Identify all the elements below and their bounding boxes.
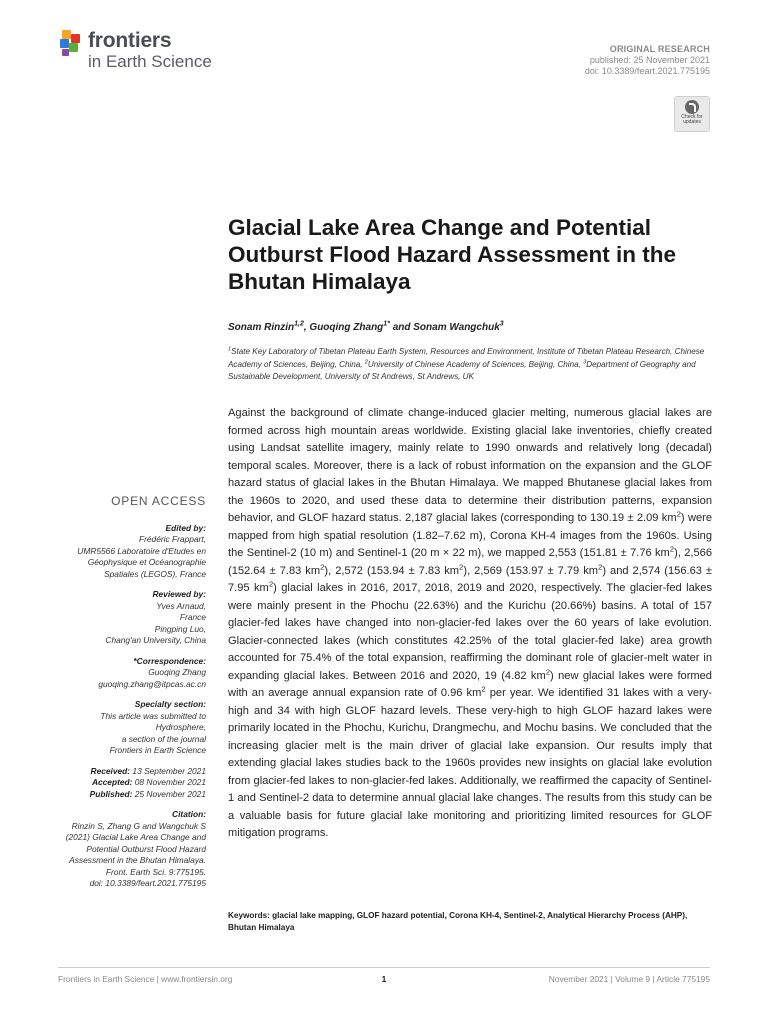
correspondence-email[interactable]: guoqing.zhang@itpcas.ac.cn [98,678,206,689]
published-date: published: 25 November 2021 [589,55,710,65]
journal-name: in Earth Science [88,52,212,71]
citation-line: Assessment in the Bhutan Himalaya. [69,855,206,865]
received-date: Received: 13 September 2021 [90,765,206,776]
frontiers-logo-icon [58,30,84,60]
author-name[interactable]: Sonam Rinzin [228,322,295,333]
citation-section [40,809,206,890]
author-separator: and [389,322,414,333]
open-access-label: OPEN ACCESS [111,494,206,508]
article-title: Glacial Lake Area Change and Potential Outburst Flood Hazard Assessment in the Bhutan Himalaya [228,215,676,294]
keywords-list: glacial lake mapping, GLOF hazard potential, Corona KH-4, Sentinel-2, Analytical Hierarchy Process (AHP), Bhutan Himalaya [228,911,688,932]
published-date-sidebar: Published: 25 November 2021 [89,788,206,799]
author-name[interactable]: Sonam Wangchuk [413,322,500,333]
edited-by-label: Edited by: [165,522,206,533]
editor-line: Frédéric Frappart, [138,534,206,544]
affil-sup: 3 [583,358,587,365]
specialty-line: This article was submitted to [100,710,206,721]
citation-doi[interactable]: doi: 10.3389/feart.2021.775195 [89,878,206,888]
dates-section [40,766,206,801]
keywords-label: Keywords: [228,911,273,920]
article-sidebar [40,496,206,899]
author-list [228,322,504,333]
abstract: Against the background of climate change-induced glacier melting, numerous glacial lakes are formed across high mountain areas worldwide. Existing glacial lake inventories, chiefly created using Landsat satellite imagery, mainly relate to 1990 onwards and relatively long (decadal) temporal scales. Moreover, there is a lack of robust information on the expansion and the GLOF hazard status of glacial lakes in the Bhutan Himalaya. We mapped Bhutanese glacial lakes from the 1960s to 2020, and used these data to determine their distribution patterns, expansion behavior, and GLOF hazard status. 2,187 glacial lakes (corresponding to 130.19 ± 2.09 $km^2$) were mapped from high spatial resolution (1.82–7.62 m), Corona KH-4 images from the 1960s. Using the Sentinel-2 (10 m) and Sentinel-1 (20 m × 22 m), we mapped 2,553 (151.81 ± 7.76 $km^2$), 2,566 (152.64 ± 7.83 $km^2$), 2,572 (153.94 ± 7.83 $km^2$), 2,569 (153.97 ± 7.79 $km^2$) and 2,574 (156.63 ± 7.95 $km^2$) glacial lakes in 2016, 2017, 2018, 2019 and 2020, respectively. The glacier-fed lakes were mainly present in the Phochu (22.63%) and the Kurichu (20.66%) basins. A total of 157 glacier-fed lakes have changed into non-glacier-fed lakes over the 60 years of lake evolution. Glacier-connected lakes (which constitutes 42.25% of the total glacier-fed lake) area growth accounted for 75.4% of the total expansion, reaffirming the dominant role of glacier-melt water in expanding glacial lakes. Between 2016 and 2020, 19 (4.82 $km^2$) new glacial lakes were formed with an average annual expansion rate of 0.96 $km^2$ per year. We identified 31 lakes with a very-high and 34 with high GLOF hazard levels. These very-high to high GLOF hazard lakes were primarily located in the Phochu, Kurichu, Drangmechu, and Mochu basins. We concluded that the increasing glacier melt is the main driver of glacial lake expansion. Our results imply that extending glacial lakes studies back to the 1960s provides new insights on glacial lake evolution from glacier-fed lakes to non-glacier-fed lakes. Additionally, we reaffirmed the capacity of Sentinel-1 and Sentinel-2 data to determine annual glacial lake changes. The results from this study can be a valuable basis for future glacial lake monitoring and prioritizing limited resources for GLOF mitigation programs. [228,407,713,839]
footer-journal-link[interactable]: Frontiers in Earth Science | www.frontiersin.org [58,974,233,984]
brand-name: frontiers [88,29,172,52]
footer-issue-info: November 2021 | Volume 9 | Article 775195 [548,974,710,984]
specialty-section [40,699,206,757]
correspondence-section [40,656,206,691]
reviewed-by-section [40,589,206,647]
accepted-date: Accepted: 08 November 2021 [91,777,206,787]
specialty-line: Hydrosphere, [155,722,206,732]
reviewer-line: Chang'an University, China [105,635,206,645]
affiliation: State Key Laboratory of Tibetan Plateau Earth System, Resources and Environment, Institute of Tibetan Plateau Research, Chinese Academy of Sciences, Beijing, China, [228,347,705,369]
affil-sup: 2 [364,358,368,365]
article-meta-header [585,44,710,77]
correspondence-label: *Correspondence: [133,655,206,666]
page-number: 1 [381,974,387,984]
author-separator: , [303,322,310,333]
check-updates-label: Check for updates [681,114,703,125]
reviewer-line: Yves Arnaud, [156,600,206,611]
author-affil-sup: 1,2 [294,320,304,328]
article-type: ORIGINAL RESEARCH [609,44,710,54]
author-affil-sup: 1* [383,320,390,328]
editor-line: Géophysique et Océanographie [87,557,206,567]
citation-line: (2021) Glacial Lake Area Change and [65,832,206,842]
affiliation: Department of Geography and Sustainable Development, University of St Andrews, St Andrews, UK [228,359,696,381]
author-affil-sup: 3 [499,320,504,328]
specialty-label: Specialty section: [134,699,206,709]
journal-logo[interactable] [58,30,212,70]
citation-line: Rinzin S, Zhang G and Wangchuk S [71,820,206,831]
edited-by-section [40,523,206,581]
correspondence-name: Guoqing Zhang [148,667,206,677]
editor-line: Spatiales (LEGOS), France [104,568,206,579]
specialty-line: a section of the journal [121,733,206,744]
citation-line: Front. Earth Sci. 9:775195. [105,866,206,877]
citation-label: Citation: [172,809,206,819]
editor-line: UMR5566 Laboratoire d'Etudes en [77,545,206,556]
author-name[interactable]: Guoqing Zhang [309,322,384,333]
reviewer-line: France [179,612,206,622]
specialty-line: Frontiers in Earth Science [109,745,206,755]
reviewer-line: Pingping Luo, [154,623,206,634]
affil-sup: 1 [228,346,232,353]
reviewed-by-label: Reviewed by: [152,589,206,599]
affiliations [228,346,713,384]
page-footer [58,967,710,984]
check-updates-icon [685,100,699,114]
affiliation: University of Chinese Academy of Sciences, Beijing, China, [367,359,584,369]
check-for-updates-button[interactable] [674,96,710,132]
keywords [228,910,712,933]
doi-link[interactable]: doi: 10.3389/feart.2021.775195 [584,66,710,76]
citation-line: Potential Outburst Flood Hazard [86,843,206,854]
